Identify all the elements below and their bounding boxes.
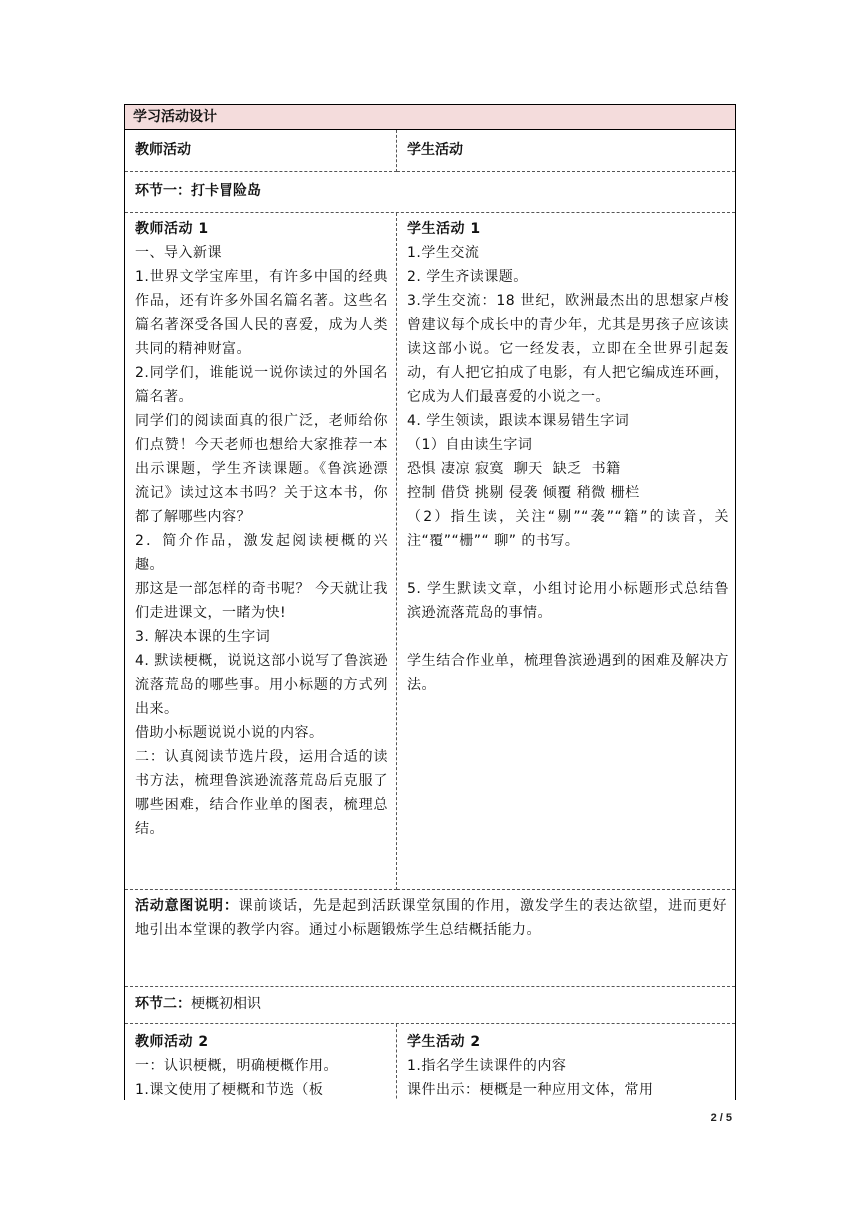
teacher-line: 2.同学们，谁能说一说你读过的外国名篇名著。	[135, 365, 388, 405]
teacher-activity-2	[125, 1024, 397, 1100]
teacher-column-title: 教师活动	[125, 130, 397, 172]
teacher-line: 同学们的阅读面真的很广泛，老师给你们点赞！今天老师也想给大家推荐一本出示课题，学生齐读课题。《鲁滨逊漂流记》读过这本书吗？关于这本书，你都了解哪些内容？	[135, 413, 388, 525]
teacher-line: 3. 解决本课的生字词	[135, 629, 271, 645]
teacher-line: 一、导入新课	[135, 245, 222, 261]
intent-text: 课前谈话，先是起到活跃课堂氛围的作用，激发学生的表达欲望，进而更好地引出本堂课的教学内容。通过小标题锻炼学生总结概括能力。	[135, 898, 728, 938]
student-line: 5. 学生默读文章，小组讨论用小标题形式总结鲁滨逊流落荒岛的事情。	[407, 581, 729, 621]
column-header-row	[125, 130, 735, 172]
student-line: 2. 学生齐读课题。	[407, 269, 528, 285]
section1-intent	[125, 890, 735, 987]
student-column-title: 学生活动	[397, 130, 735, 172]
teacher-line: 一：认识梗概，明确梗概作用。	[135, 1058, 338, 1074]
activity-table	[124, 104, 736, 1100]
student-line: 学生结合作业单，梳理鲁滨逊遇到的困难及解决方法。	[407, 653, 729, 693]
student-line	[407, 553, 729, 577]
student-activity-1	[397, 213, 735, 890]
student-activity-2-lines	[407, 1054, 729, 1100]
student-line	[407, 625, 729, 649]
teacher-line: 借助小标题说说小说的内容。	[135, 725, 324, 741]
teacher-line: 1.世界文学宝库里，有许多中国的经典作品，还有许多外国名篇名著。这些名篇名著深受各国人民的喜爱，成为人类共同的精神财富。	[135, 269, 388, 357]
teacher-activity-2-lines	[135, 1054, 390, 1100]
section1-title: 环节一：打卡冒险岛	[125, 172, 735, 213]
teacher-line: 4. 默读梗概，说说这部小说写了鲁滨逊流落荒岛的哪些事。用小标题的方式列出来。	[135, 653, 388, 717]
student-line: （2）指生读，关注“剔”“袭”“籍”的读音，关注“覆”“栅”“ 聊” 的书写。	[407, 509, 729, 549]
section2-title	[125, 987, 735, 1024]
teacher-activity-2-heading: 教师活动 2	[135, 1034, 209, 1050]
student-line: 控制 借贷 挑剔 侵袭 倾覆 稍微 栅栏	[407, 485, 640, 501]
section2-title-text: 梗概初相识	[191, 996, 261, 1012]
teacher-activity-1	[125, 213, 397, 890]
student-line: （1）自由读生字词	[407, 437, 533, 453]
student-line: 1.指名学生读课件的内容	[407, 1058, 567, 1074]
section1-body	[125, 213, 735, 890]
student-line: 4. 学生领读，跟读本课易错生字词	[407, 413, 630, 429]
teacher-activity-1-heading: 教师活动 1	[135, 221, 209, 237]
student-activity-1-heading: 学生活动 1	[407, 221, 481, 237]
student-line: 1.学生交流	[407, 245, 480, 261]
student-line: 恐惧 凄凉 寂寞 聊天 缺乏 书籍	[407, 461, 621, 477]
student-line: 课件出示：梗概是一种应用文体，常用	[407, 1082, 654, 1098]
section2-title-label: 环节二：	[135, 996, 191, 1012]
teacher-line: 那这是一部怎样的奇书呢？ 今天就让我们走进课文，一睹为快!	[135, 581, 388, 621]
table-header: 学习活动设计	[125, 105, 735, 130]
student-line: 3.学生交流：18 世纪，欧洲最杰出的思想家卢梭曾建议每个成长中的青少年，尤其是男孩子应该读读这部小说。它一经发表，立即在全世界引起轰动，有人把它拍成了电影，有人把它编成连环画，它成为人们最喜爱的小说之一。	[407, 293, 729, 405]
teacher-line: 2．简介作品，激发起阅读梗概的兴趣。	[135, 533, 388, 573]
section2-body	[125, 1024, 735, 1100]
student-activity-2	[397, 1024, 735, 1100]
teacher-activity-1-lines	[135, 241, 388, 841]
intent-label: 活动意图说明：	[135, 898, 239, 914]
teacher-line: 二：认真阅读节选片段，运用合适的读书方法，梳理鲁滨逊流落荒岛后克服了哪些困难，结合作业单的图表，梳理总结。	[135, 749, 388, 837]
page-number: 2 / 5	[710, 1112, 732, 1124]
teacher-line: 1.课文使用了梗概和节选（板	[135, 1082, 324, 1098]
student-activity-2-heading: 学生活动 2	[407, 1034, 481, 1050]
student-activity-1-lines	[407, 241, 729, 697]
